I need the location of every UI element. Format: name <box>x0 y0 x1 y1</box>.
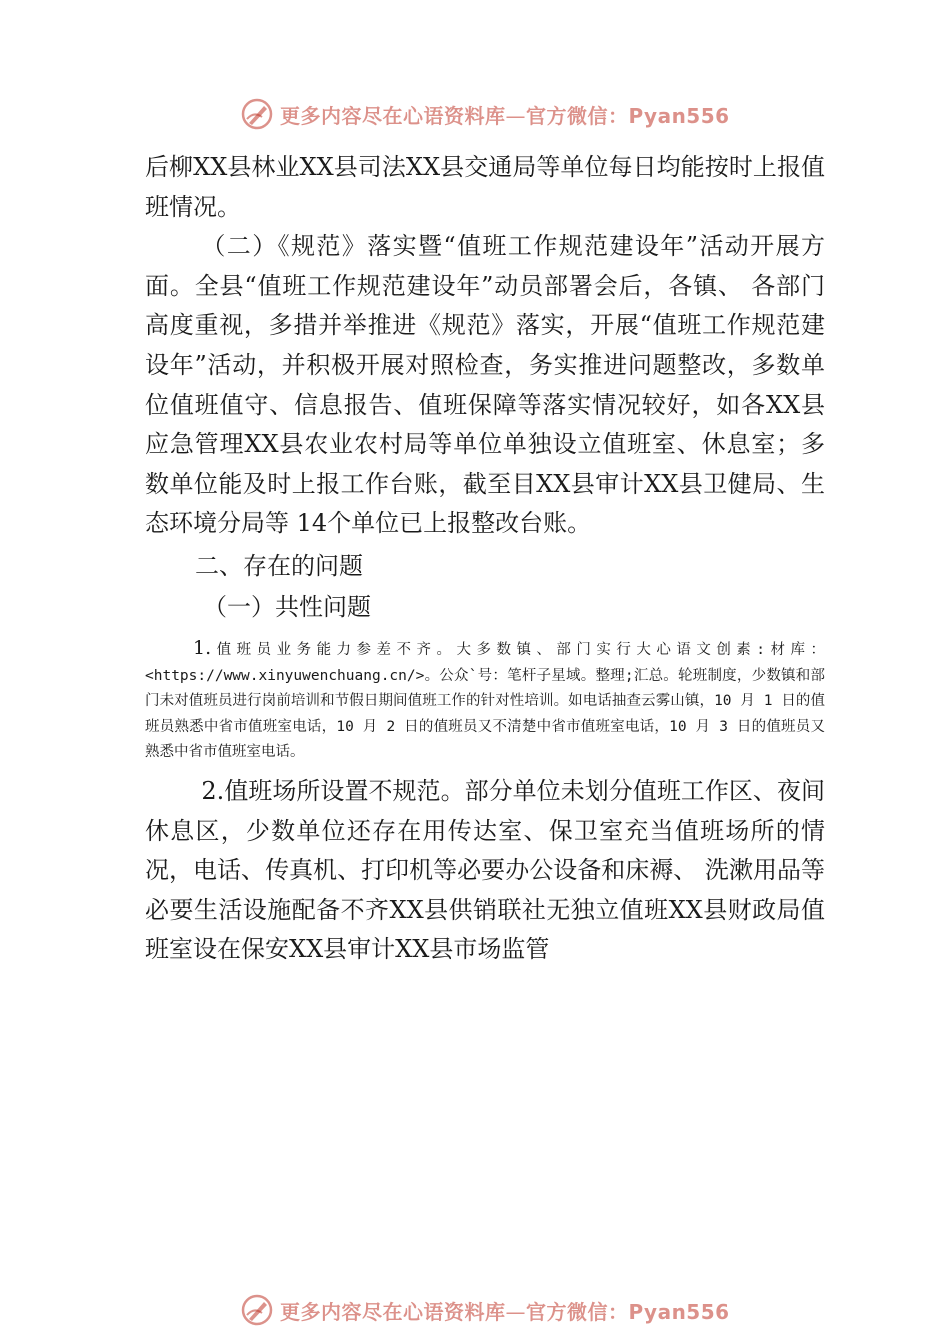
item-2-paragraph: 2.值班场所设置不规范。部分单位未划分值班工作区、夜间休息区，少数单位还存在用传达室、保卫室充当值班场所的情况，电话、传真机、打印机等必要办公设备和床褥、 洗漱用品等必要生活设施配备不齐XX县供销联社无独立值班XX县财政局值班室设在保安XX县审计XX县市场监管 <box>145 776 825 964</box>
banner-separator: — <box>505 103 526 128</box>
banner-wechat-label: 官方微信： <box>526 1299 629 1324</box>
banner-separator: — <box>505 1299 526 1324</box>
section-heading: 二、存在的问题 <box>195 551 363 580</box>
footer-banner <box>240 1290 740 1330</box>
document-body <box>145 148 825 970</box>
banner-site-name: 更多内容尽在心语资料库 <box>280 103 506 128</box>
banner-wechat-label: 官方微信： <box>526 103 629 128</box>
banner-wechat-id: Pyan556 <box>628 103 730 128</box>
item-1-paragraph <box>145 636 825 766</box>
banner-site-name: 更多内容尽在心语资料库 <box>280 1299 506 1324</box>
paragraph-1: 后柳XX县林业XX县司法XX县交通局等单位每日均能按时上报值班情况。 <box>145 153 825 221</box>
banner-wechat-id: Pyan556 <box>628 1299 730 1324</box>
subsection-heading: （一）共性问题 <box>203 592 371 621</box>
item-1-text: 值班员业务能力参差不齐。大多数镇、部门实行大心语文创素:材库：<https://www.xinyuwenchuang.cn/>。公众`号：笔杆子星域。整理;汇总。轮班制度，少数镇和部门未对值班员进行岗前培训和节假日期间值班工作的针对性培训。如电话抽查云雾山镇，10 月 1 日的值班员熟悉中省市值班室电话，10 月 2 日的值班员又不清楚中省市值班室电话，10 月 3 日的值班员又熟悉中省市值班室电话。 <box>145 641 825 761</box>
banner-text <box>280 100 730 129</box>
item-1-number: 1. <box>193 636 212 659</box>
pen-logo-icon <box>240 97 274 131</box>
pen-logo-icon <box>240 1293 274 1327</box>
paragraph-2: （二）《规范》落实暨“值班工作规范建设年”活动开展方面。全县“值班工作规范建设年”动员部署会后，各镇、 各部门高度重视，多措并举推进《规范》落实，开展“值班工作规范建设年”活动，并积极开展对照检查，务实推进问题整改，多数单位值班值守、信息报告、值班保障等落实情况较好，如各XX县应急管理XX县农业农村局等单位单独设立值班室、休息室；多数单位能及时上报工作台账，截至目XX县审计XX县卫健局、生态环境分局等 14个单位已上报整改台账。 <box>145 232 825 538</box>
banner-text <box>280 1296 730 1325</box>
header-banner <box>240 94 740 134</box>
